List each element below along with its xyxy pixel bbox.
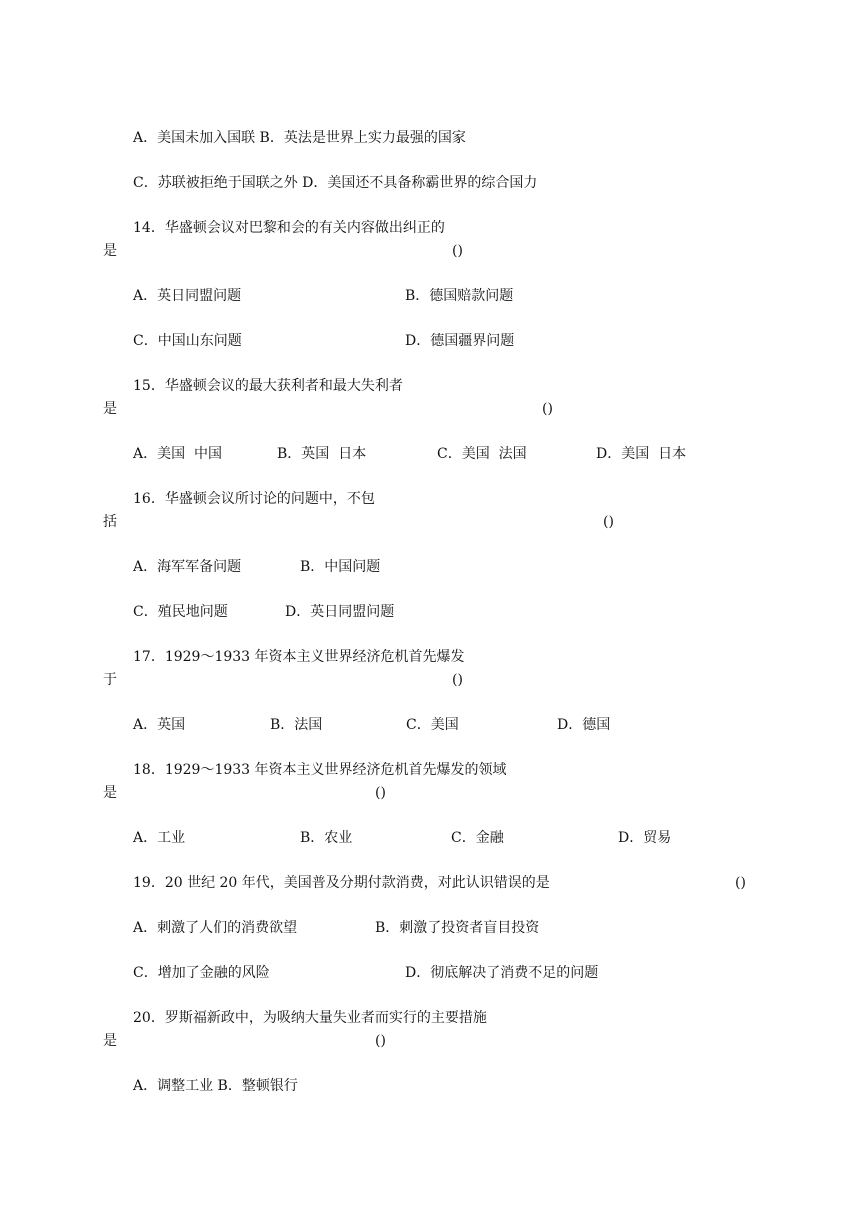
q17-option-b: B．法国	[270, 717, 323, 733]
q15-option-d: D．美国 日本	[596, 446, 687, 462]
q15-stem-wrap: 是	[103, 401, 117, 417]
q19-answer-paren: ()	[735, 875, 746, 891]
q17-option-a: A．英国	[133, 717, 186, 733]
q17-answer-paren: ()	[452, 672, 463, 688]
q16-option-d: D．英日同盟问题	[285, 604, 395, 620]
q17-option-d: D．德国	[557, 717, 611, 733]
q18-stem: 18．1929～1933 年资本主义世界经济危机首先爆发的领域	[133, 762, 507, 778]
q17-stem: 17．1929～1933 年资本主义世界经济危机首先爆发	[133, 649, 465, 665]
q20-stem: 20．罗斯福新政中，为吸纳大量失业者而实行的主要措施	[133, 1010, 487, 1026]
q19-stem: 19．20 世纪 20 年代，美国普及分期付款消费，对此认识错误的是	[133, 875, 550, 891]
q16-stem: 16．华盛顿会议所讨论的问题中，不包	[133, 491, 375, 507]
q16-option-b: B．中国问题	[300, 559, 381, 575]
q17-option-c: C．美国	[406, 717, 459, 733]
q20-answer-paren: ()	[375, 1033, 386, 1049]
q19-option-d: D．彻底解决了消费不足的问题	[405, 965, 599, 981]
q20-stem-wrap: 是	[103, 1033, 117, 1049]
q16-option-a: A．海军军备问题	[133, 559, 242, 575]
q15-answer-paren: ()	[542, 401, 553, 417]
q18-answer-paren: ()	[375, 785, 386, 801]
q17-stem-wrap: 于	[103, 672, 117, 688]
q16-stem-wrap: 括	[103, 514, 117, 530]
q14-stem: 14．华盛顿会议对巴黎和会的有关内容做出纠正的	[133, 220, 445, 236]
q18-option-b: B．农业	[300, 830, 353, 846]
q14-option-a: A．英日同盟问题	[133, 288, 242, 304]
q15-option-a: A．美国 中国	[133, 446, 223, 462]
q19-option-c: C．增加了金融的风险	[133, 965, 270, 981]
q16-answer-paren: ()	[603, 514, 614, 530]
q18-option-d: D．贸易	[618, 830, 672, 846]
q13-options-ab: A．美国未加入国联 B．英法是世界上实力最强的国家	[133, 130, 466, 146]
q18-option-c: C．金融	[451, 830, 504, 846]
q15-option-b: B．英国 日本	[277, 446, 367, 462]
q13-options-cd: C．苏联被拒绝于国联之外 D．美国还不具备称霸世界的综合国力	[133, 175, 538, 191]
q16-option-c: C．殖民地问题	[133, 604, 228, 620]
q18-stem-wrap: 是	[103, 785, 117, 801]
q19-option-a: A．刺激了人们的消费欲望	[133, 920, 298, 936]
q15-stem: 15．华盛顿会议的最大获利者和最大失利者	[133, 378, 403, 394]
q14-option-b: B．德国赔款问题	[405, 288, 514, 304]
q14-option-d: D．德国疆界问题	[405, 333, 515, 349]
q14-option-c: C．中国山东问题	[133, 333, 242, 349]
q19-option-b: B．刺激了投资者盲目投资	[375, 920, 540, 936]
q14-answer-paren: ()	[452, 243, 463, 259]
q15-option-c: C．美国 法国	[437, 446, 527, 462]
q18-option-a: A．工业	[133, 830, 186, 846]
q20-options-ab: A．调整工业 B．整顿银行	[133, 1078, 298, 1094]
q14-stem-wrap: 是	[103, 243, 117, 259]
